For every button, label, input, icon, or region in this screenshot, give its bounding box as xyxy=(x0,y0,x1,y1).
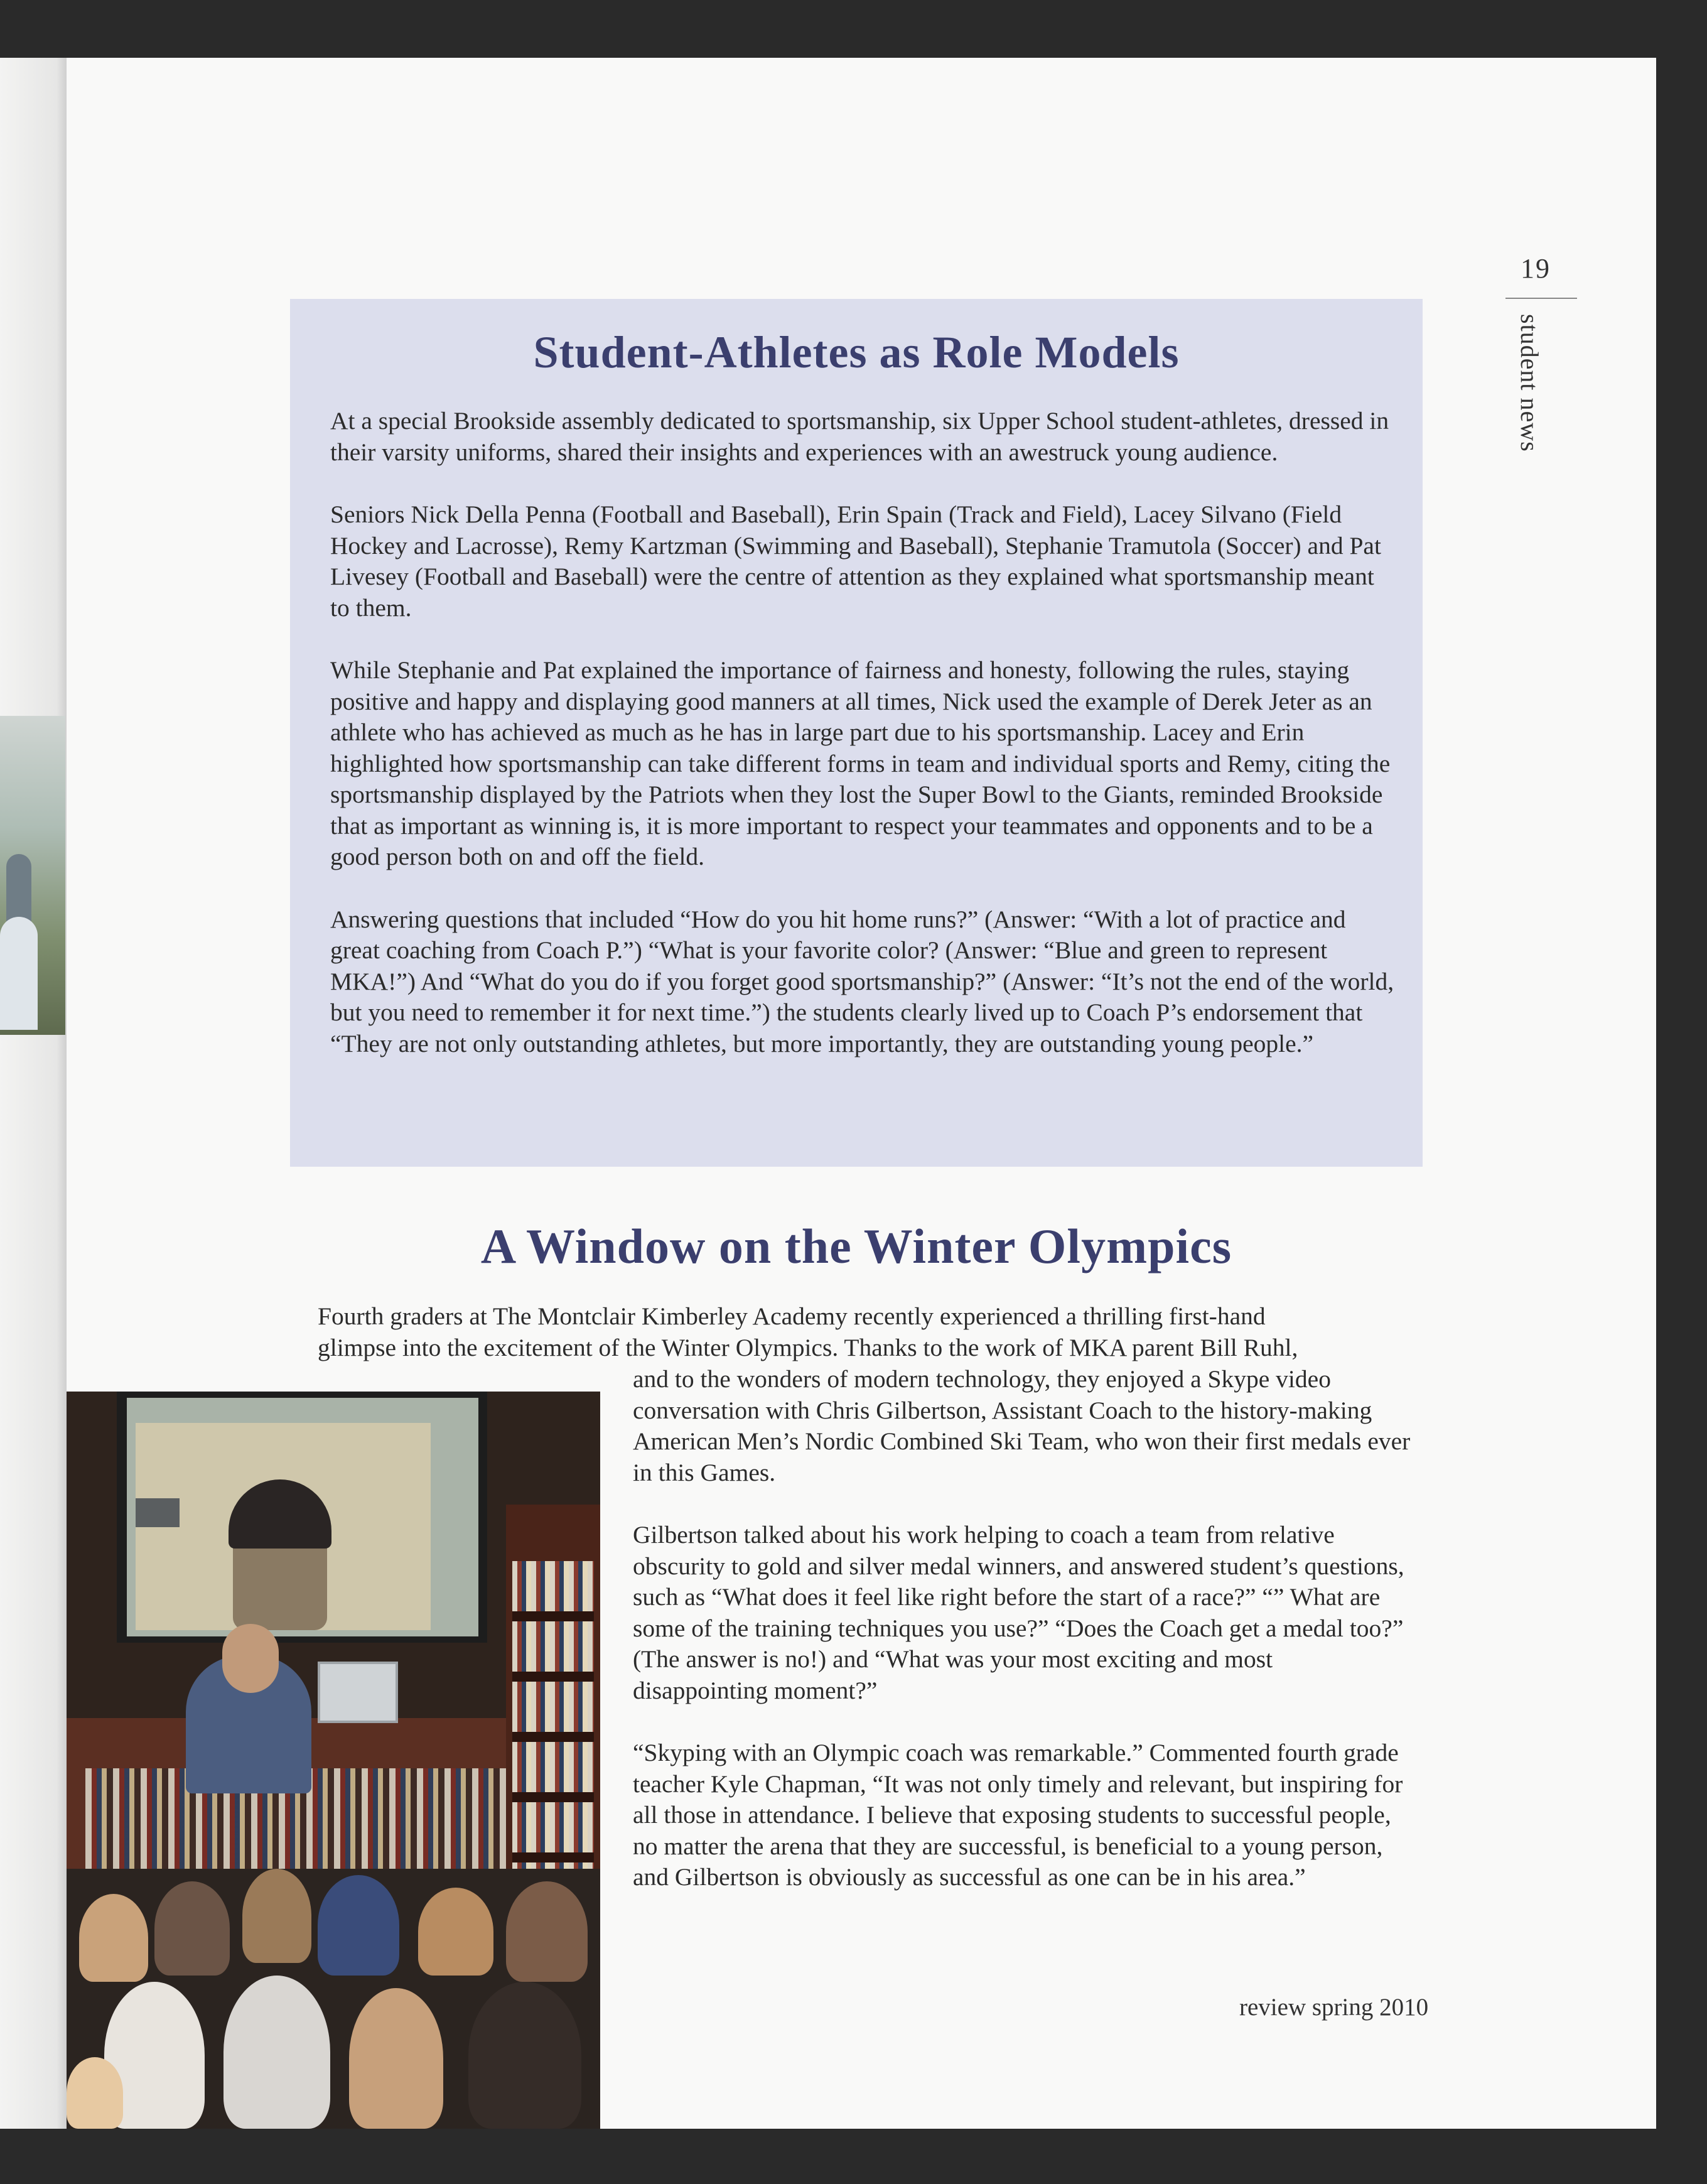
olympics-intro-line: Fourth graders at The Montclair Kimberley Academy recently experienced a thrilling first-hand xyxy=(318,1302,1266,1330)
issue-footer: review spring 2010 xyxy=(1239,1994,1429,2021)
role-models-title: Student-Athletes as Role Models xyxy=(533,327,1180,377)
facing-page-edge xyxy=(0,58,67,2129)
books xyxy=(512,1561,594,1913)
role-models-paragraph: While Stephanie and Pat explained the importance of fairness and honesty, following the rules, staying positive and happy and displaying good manners at all times, Nick used the example of Derek Jeter as an athlete who has achieved as much as he has in large part due to his sportsmanship. Lacey and Erin highlighted how sportsmanship can take different forms in team and individual sports and Remy, citing the sportsmanship displayed by the Patriots when they lost the Super Bowl to the Giants, reminded Brookside that as important as winning is, it is more important to respect your teammates and opponents and to be a good person both on and off the field. xyxy=(330,656,1391,870)
page-number-rule xyxy=(1505,298,1577,299)
olympics-paragraph: Gilbertson talked about his work helping to coach a team from relative obscurity to gold and silver medal winners, and answered student’s questions, such as “What does it feel like right before the start of a race?” “” What are some of the training techniques you use?” “Does the Coach get a medal too?” (The answer is no!) and “What was your most exciting and most disappointing moment?” xyxy=(633,1521,1404,1704)
student xyxy=(506,1881,588,1982)
skype-classroom-photo xyxy=(67,1392,600,2129)
student xyxy=(242,1869,311,1963)
student xyxy=(67,2057,123,2129)
page-number: 19 xyxy=(1521,253,1551,284)
photo-figure xyxy=(0,917,38,1030)
olympics-paragraph: “Skyping with an Olympic coach was remarkable.” Commented fourth grade teacher Kyle Chapman, “It was not only timely and relevant, but inspiring for all those in attendance. I believe that exposing students to successful people, no matter the arena that they are successful, is beneficial to a young person, and Gilbertson is obviously as successful as one can be in his area.” xyxy=(633,1739,1403,1891)
student xyxy=(349,1988,443,2129)
role-models-body xyxy=(330,406,1397,1091)
role-models-paragraph: Seniors Nick Della Penna (Football and Baseball), Erin Spain (Track and Field), Lacey Silvano (Field Hockey and Lacrosse), Remy Kartzman (Swimming and Baseball), Stephanie Tramutola (Soccer) and Pat Livesey (Football and Baseball) were the centre of attention as they explained what sportsmanship meant to them. xyxy=(330,500,1381,622)
student xyxy=(418,1888,493,1976)
role-models-paragraph: At a special Brookside assembly dedicated to sportsmanship, six Upper School student-athletes, dressed in their varsity uniforms, shared their insights and experiences with an awestruck young audience. xyxy=(330,407,1389,466)
student xyxy=(79,1894,148,1982)
students-crowd xyxy=(67,1869,600,2129)
laptop xyxy=(318,1662,398,1723)
student xyxy=(468,1982,581,2129)
role-models-paragraph: Answering questions that included “How do you hit home runs?” (Answer: “With a lot of practice and great coaching from Coach P.”) “What is your favorite color? (Answer: “Blue and green to represent MKA!”) And “What do you do if you forget good sportsmanship?” (Answer: “It’s not the end of the world, but you need to remember it for next time.”) the students clearly lived up to Coach P’s endorsement that “They are not only outstanding athletes, but more importantly, they are outstanding young people.” xyxy=(330,905,1394,1057)
student xyxy=(223,1976,330,2129)
olympics-title: A Window on the Winter Olympics xyxy=(480,1219,1232,1273)
olympics-intro-line: glimpse into the excitement of the Winter Olympics. Thanks to the work of MKA parent Bill Ruhl, xyxy=(318,1333,1298,1361)
olympics-intro xyxy=(318,1301,1410,1363)
video-thumbnail xyxy=(136,1498,180,1527)
student xyxy=(318,1875,399,1976)
olympics-paragraph: and to the wonders of modern technology, they enjoyed a Skype video conversation with Chris Gilbertson, Assistant Coach to the history-making American Men’s Nordic Combined Ski Team, who won their first medals ever in this Games. xyxy=(633,1365,1411,1486)
teacher-head xyxy=(222,1624,279,1693)
olympics-body xyxy=(633,1364,1411,1925)
student xyxy=(154,1881,230,1976)
facing-page-photo xyxy=(0,716,65,1035)
section-label: student news xyxy=(1516,314,1544,452)
